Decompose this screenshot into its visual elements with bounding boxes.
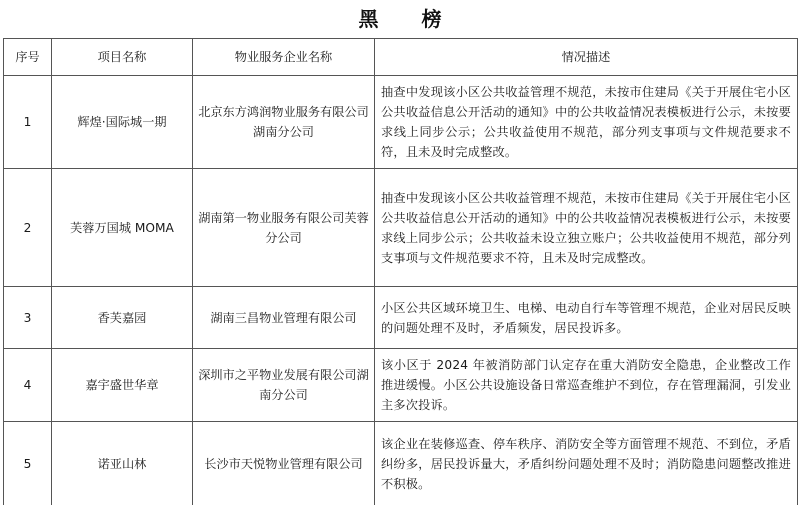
header-no: 序号 bbox=[4, 39, 52, 76]
row-no: 3 bbox=[4, 287, 52, 349]
row-project: 香芙嘉园 bbox=[52, 287, 193, 349]
row-project: 诺亚山林 bbox=[52, 422, 193, 505]
row-no: 2 bbox=[4, 169, 52, 287]
blacklist-table bbox=[3, 38, 798, 505]
header-company: 物业服务企业名称 bbox=[193, 39, 375, 76]
row-company: 深圳市之平物业发展有限公司湖南分公司 bbox=[193, 349, 375, 422]
page-title: 黑 榜 bbox=[358, 7, 460, 31]
row-company: 湖南三昌物业管理有限公司 bbox=[193, 287, 375, 349]
header-description: 情况描述 bbox=[375, 39, 798, 76]
table-header-row bbox=[4, 39, 798, 76]
row-project: 嘉宇盛世华章 bbox=[52, 349, 193, 422]
row-description: 该小区于 2024 年被消防部门认定存在重大消防安全隐患，企业整改工作推进缓慢。小区公共设施设备日常巡查维护不到位，存在管理漏洞，引发业主多次投诉。 bbox=[375, 349, 798, 422]
row-project: 芙蓉万国城 MOMA bbox=[52, 169, 193, 287]
row-company: 北京东方鸿润物业服务有限公司湖南分公司 bbox=[193, 76, 375, 169]
row-no: 4 bbox=[4, 349, 52, 422]
row-description: 抽查中发现该小区公共收益管理不规范，未按市住建局《关于开展住宅小区公共收益信息公开活动的通知》中的公共收益情况表模板进行公示，未按要求线上同步公示；公共收益未设立独立账户；公共收益使用不规范，部分列支事项与文件规范要求不符，且未及时完成整改。 bbox=[375, 169, 798, 287]
table-row bbox=[4, 422, 798, 505]
row-no: 1 bbox=[4, 76, 52, 169]
row-description: 抽查中发现该小区公共收益管理不规范，未按市住建局《关于开展住宅小区公共收益信息公开活动的通知》中的公共收益情况表模板进行公示，未按要求线上同步公示；公共收益使用不规范，部分列支事项与文件规范要求不符，且未及时完成整改。 bbox=[375, 76, 798, 169]
row-company: 湖南第一物业服务有限公司芙蓉分公司 bbox=[193, 169, 375, 287]
table-row bbox=[4, 349, 798, 422]
header-project: 项目名称 bbox=[52, 39, 193, 76]
table-row bbox=[4, 287, 798, 349]
row-project: 辉煌·国际城一期 bbox=[52, 76, 193, 169]
table-row bbox=[4, 76, 798, 169]
table-row bbox=[4, 169, 798, 287]
row-no: 5 bbox=[4, 422, 52, 505]
row-description: 小区公共区域环境卫生、电梯、电动自行车等管理不规范，企业对居民反映的问题处理不及时，矛盾频发，居民投诉多。 bbox=[375, 287, 798, 349]
row-description: 该企业在装修巡查、停车秩序、消防安全等方面管理不规范、不到位，矛盾纠纷多，居民投诉量大，矛盾纠纷问题处理不及时；消防隐患问题整改推进不积极。 bbox=[375, 422, 798, 505]
row-company: 长沙市天悦物业管理有限公司 bbox=[193, 422, 375, 505]
